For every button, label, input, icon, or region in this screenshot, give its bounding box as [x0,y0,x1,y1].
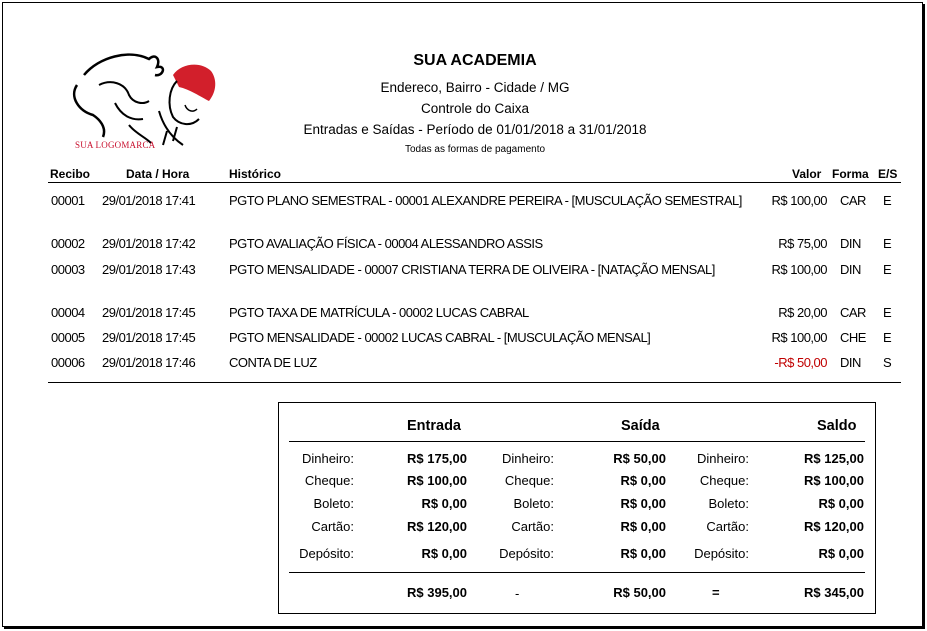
summary-label: Boleto: [513,496,554,511]
summary-saida: R$ 0,00 [620,546,666,561]
summary-totals-rule [289,572,865,573]
summary-entrada: R$ 175,00 [407,451,467,466]
equals-sign: = [712,585,720,600]
row-historico: CONTA DE LUZ [229,355,317,370]
row-forma: CAR [840,305,866,320]
summary-header-entrada: Entrada [407,418,461,434]
summary-header-saldo: Saldo [817,418,857,434]
report-title: Controle do Caixa [420,101,530,116]
col-header-valor: Valor [792,167,822,181]
row-es: S [883,355,892,370]
row-forma: DIN [840,355,861,370]
row-datetime: 29/01/2018 17:45 [102,330,196,345]
row-datetime: 29/01/2018 17:42 [102,236,196,251]
row-historico: PGTO AVALIAÇÃO FÍSICA - 00004 ALESSANDRO ASSIS [229,236,543,251]
row-historico: PGTO MENSALIDADE - 00002 LUCAS CABRAL - [MUSCULAÇÃO MENSAL] [229,330,651,345]
row-datetime: 29/01/2018 17:41 [102,193,196,208]
row-valor: R$ 100,00 [771,330,827,345]
row-valor-negative: -R$ 50,00 [774,355,827,370]
summary-label: Boleto: [708,496,749,511]
row-historico: PGTO MENSALIDADE - 00007 CRISTIANA TERRA DE OLIVEIRA - [NATAÇÃO MENSAL] [229,262,715,277]
logo-text: SUA LOGOMARCA [75,140,156,150]
report-period: Entradas e Saídas - Período de 01/01/2018 a 31/01/2018 [303,122,647,137]
summary-saida: R$ 0,00 [620,519,666,534]
summary-header-saida: Saída [621,418,660,434]
summary-saldo: R$ 0,00 [818,496,864,511]
summary-label: Cheque: [504,473,554,488]
total-saldo: R$ 345,00 [804,585,864,600]
summary-label: Depósito: [299,546,354,561]
summary-label: Boleto: [313,496,354,511]
row-datetime: 29/01/2018 17:45 [102,305,196,320]
row-recibo: 00002 [51,236,85,251]
col-header-data-hora: Data / Hora [126,167,190,181]
row-valor: R$ 100,00 [771,262,827,277]
summary-entrada: R$ 120,00 [407,519,467,534]
row-recibo: 00003 [51,262,85,277]
summary-header-rule [289,441,865,442]
row-es: E [883,305,892,320]
summary-saldo: R$ 125,00 [804,451,864,466]
row-datetime: 29/01/2018 17:46 [102,355,196,370]
row-es: E [883,236,892,251]
row-valor: R$ 75,00 [778,236,827,251]
header-rule [48,182,901,183]
summary-label: Depósito: [694,546,749,561]
summary-saida: R$ 50,00 [613,451,666,466]
col-header-forma: Forma [832,167,869,181]
company-address: Endereco, Bairro - Cidade / MG [380,80,570,95]
row-recibo: 00006 [51,355,85,370]
summary-saldo: R$ 0,00 [818,546,864,561]
row-valor: R$ 100,00 [771,193,827,208]
row-forma: DIN [840,236,861,251]
row-es: E [883,193,892,208]
summary-entrada: R$ 0,00 [421,546,467,561]
row-datetime: 29/01/2018 17:43 [102,262,196,277]
summary-label: Cheque: [699,473,749,488]
row-es: E [883,330,892,345]
company-name: SUA ACADEMIA [413,52,537,69]
total-saida: R$ 50,00 [613,585,666,600]
summary-saida: R$ 0,00 [620,496,666,511]
row-recibo: 00004 [51,305,85,320]
minus-sign: - [515,586,520,601]
summary-label: Cartão: [511,519,554,534]
summary-entrada: R$ 0,00 [421,496,467,511]
row-historico: PGTO TAXA DE MATRÍCULA - 00002 LUCAS CABRAL [229,305,529,320]
row-historico: PGTO PLANO SEMESTRAL - 00001 ALEXANDRE PEREIRA - [MUSCULAÇÃO SEMESTRAL] [229,193,742,208]
table-end-rule [48,382,901,383]
summary-saida: R$ 0,00 [620,473,666,488]
summary-label: Cartão: [311,519,354,534]
summary-saldo: R$ 120,00 [804,519,864,534]
summary-label: Dinheiro: [301,451,354,466]
col-header-recibo: Recibo [50,167,91,181]
summary-saldo: R$ 100,00 [804,473,864,488]
row-forma: CAR [840,193,866,208]
col-header-es: E/S [878,167,898,181]
summary-box [278,402,876,614]
summary-label: Cartão: [706,519,749,534]
row-recibo: 00001 [51,193,85,208]
summary-entrada: R$ 100,00 [407,473,467,488]
row-es: E [883,262,892,277]
summary-label: Dinheiro: [501,451,554,466]
summary-label: Depósito: [499,546,554,561]
row-forma: DIN [840,262,861,277]
total-entrada: R$ 395,00 [407,585,467,600]
col-header-historico: Histórico [229,167,282,181]
payment-filter: Todas as formas de pagamento [404,144,546,155]
row-forma: CHE [840,330,866,345]
academy-logo-icon [59,45,219,153]
summary-label: Dinheiro: [696,451,749,466]
summary-label: Cheque: [304,473,354,488]
row-recibo: 00005 [51,330,85,345]
row-valor: R$ 20,00 [778,305,827,320]
